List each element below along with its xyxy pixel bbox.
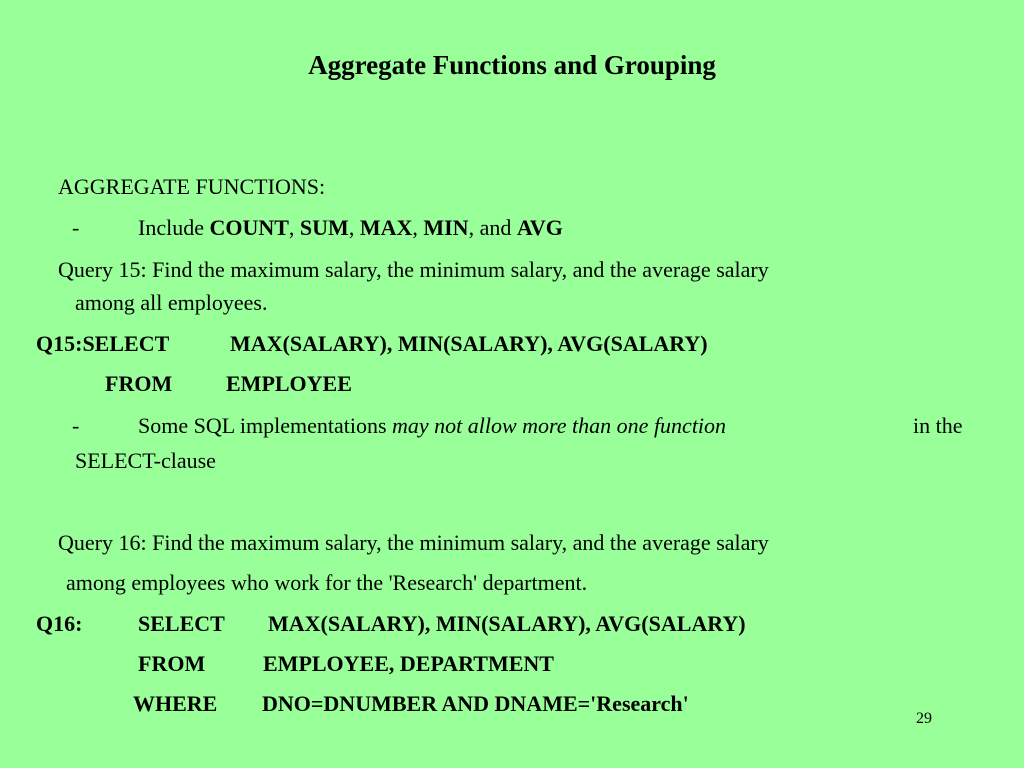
section-heading: AGGREGATE FUNCTIONS: — [58, 174, 326, 199]
bullet-dash: - — [72, 413, 80, 438]
slide-title: Aggregate Functions and Grouping — [308, 50, 716, 80]
comma: , — [288, 215, 295, 240]
q15-from-body: EMPLOYEE — [226, 371, 352, 396]
note-pre: Some SQL implementations — [138, 413, 387, 438]
query16-line1: Query 16: Find the maximum salary, the minimum salary, and the average salary — [58, 530, 769, 555]
q15-select-body: MAX(SALARY), MIN(SALARY), AVG(SALARY) — [230, 331, 708, 356]
fn-count: COUNT — [209, 215, 289, 240]
fn-avg: AVG — [516, 215, 563, 240]
fn-sum: SUM — [299, 215, 349, 240]
q15-select-label: Q15:SELECT — [36, 331, 170, 356]
q16-where-keyword: WHERE — [133, 691, 218, 716]
and-text: , and — [468, 215, 512, 240]
q16-select-keyword: SELECT — [138, 611, 225, 636]
query16-line2: among employees who work for the 'Research' department. — [66, 570, 588, 595]
fn-min: MIN — [423, 215, 469, 240]
query15-line2: among all employees. — [75, 290, 268, 315]
q15-from-keyword: FROM — [105, 371, 173, 396]
comma: , — [348, 215, 355, 240]
note-post: in the — [913, 413, 963, 438]
q16-label: Q16: — [36, 611, 83, 636]
page-number: 29 — [916, 710, 932, 727]
bullet-sql-note — [138, 415, 726, 437]
comma: , — [412, 215, 418, 240]
bullet-functions-list — [138, 217, 563, 239]
bullet-dash: - — [72, 215, 80, 240]
include-text: Include — [138, 215, 204, 240]
note-italic: may not allow more than one function — [392, 413, 727, 438]
q16-from-body: EMPLOYEE, DEPARTMENT — [263, 651, 554, 676]
q16-where-body: DNO=DNUMBER AND DNAME='Research' — [262, 691, 689, 716]
query15-line1: Query 15: Find the maximum salary, the minimum salary, and the average salary — [58, 257, 769, 282]
note-line2: SELECT-clause — [75, 448, 216, 473]
q16-from-keyword: FROM — [138, 651, 206, 676]
q16-select-body: MAX(SALARY), MIN(SALARY), AVG(SALARY) — [268, 611, 746, 636]
fn-max: MAX — [359, 215, 413, 240]
